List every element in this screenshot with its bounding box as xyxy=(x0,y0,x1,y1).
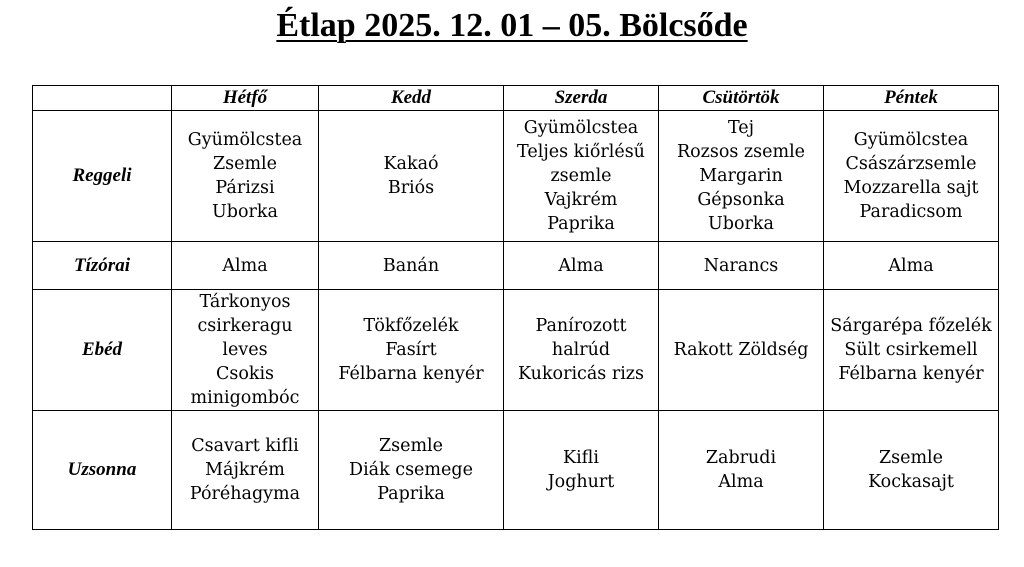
menu-cell-monday xyxy=(172,111,319,242)
menu-cell-friday xyxy=(824,290,999,411)
day-header-friday: Péntek xyxy=(824,86,999,111)
menu-item: Margarin xyxy=(699,166,783,186)
menu-item: Kifli xyxy=(563,448,599,468)
menu-cell-thursday xyxy=(659,242,824,290)
menu-item: Paprika xyxy=(547,214,615,234)
menu-item: Uborka xyxy=(212,202,278,222)
menu-item: Mozzarella sajt xyxy=(843,178,979,198)
menu-item: Sárgarépa főzelék xyxy=(830,316,992,336)
menu-cell-thursday xyxy=(659,111,824,242)
menu-item: csirkeragu xyxy=(197,316,293,336)
menu-item: Teljes kiőrlésű xyxy=(517,142,645,162)
menu-item: Zsemle xyxy=(378,436,444,456)
meal-row xyxy=(33,242,999,290)
menu-item: Vajkrém xyxy=(544,190,618,210)
menu-item: Félbarna kenyér xyxy=(838,364,984,384)
menu-item: Zsemle xyxy=(212,154,278,174)
menu-cell-wednesday xyxy=(504,411,659,530)
menu-item: Félbarna kenyér xyxy=(338,364,484,384)
meal-row xyxy=(33,290,999,411)
day-header-wednesday: Szerda xyxy=(504,86,659,111)
menu-cell-monday xyxy=(172,411,319,530)
menu-cell-tuesday xyxy=(319,290,504,411)
menu-cell-wednesday xyxy=(504,111,659,242)
menu-item: minigombóc xyxy=(190,388,300,408)
menu-item: Gyümölcstea xyxy=(523,118,639,138)
menu-item: Gyümölcstea xyxy=(853,130,969,150)
menu-item: Zabrudi xyxy=(705,448,777,468)
menu-item: Joghurt xyxy=(547,472,615,492)
menu-cell-tuesday xyxy=(319,411,504,530)
menu-item: Kakaó xyxy=(383,154,439,174)
menu-cell-tuesday xyxy=(319,242,504,290)
menu-item: Briós xyxy=(387,178,435,198)
menu-item: Kockasajt xyxy=(868,472,954,492)
menu-item: Tökfőzelék xyxy=(363,316,459,336)
day-header-monday: Hétfő xyxy=(172,86,319,111)
menu-cell-wednesday xyxy=(504,242,659,290)
menu-item: Rakott Zöldség xyxy=(673,340,809,360)
menu-item: Párizsi xyxy=(215,178,275,198)
menu-item: Paradicsom xyxy=(859,202,963,222)
menu-cell-thursday xyxy=(659,411,824,530)
menu-item: Panírozott xyxy=(535,316,627,336)
header-row xyxy=(33,86,999,111)
menu-item: Gyümölcstea xyxy=(187,130,303,150)
menu-item: Alma xyxy=(718,472,764,492)
menu-cell-thursday xyxy=(659,290,824,411)
menu-item: leves xyxy=(222,340,268,360)
day-header-thursday: Csütörtök xyxy=(659,86,824,111)
page-title xyxy=(0,6,1024,46)
menu-item: Diák csemege xyxy=(349,460,473,480)
menu-item: Alma xyxy=(222,255,268,276)
menu-item: Császárzsemle xyxy=(845,154,977,174)
menu-item: Paprika xyxy=(377,484,445,504)
menu-item: Alma xyxy=(888,255,934,276)
menu-item: halrúd xyxy=(551,340,611,360)
menu-cell-wednesday xyxy=(504,290,659,411)
menu-item: Narancs xyxy=(703,255,779,276)
menu-item: Póréhagyma xyxy=(189,484,301,504)
menu-item: Gépsonka xyxy=(697,190,785,210)
meal-label: Tízórai xyxy=(33,242,172,290)
menu-item: zsemle xyxy=(550,166,612,186)
meal-label: Ebéd xyxy=(33,290,172,411)
menu-item: Tej xyxy=(727,118,755,138)
menu-item: Csokis xyxy=(215,364,275,384)
menu-cell-tuesday xyxy=(319,111,504,242)
menu-item: Banán xyxy=(382,255,440,276)
menu-cell-friday xyxy=(824,242,999,290)
menu-item: Alma xyxy=(558,255,604,276)
menu-cell-friday xyxy=(824,411,999,530)
menu-item: Kukoricás rizs xyxy=(517,364,644,384)
meal-row xyxy=(33,411,999,530)
menu-table xyxy=(32,85,999,530)
meal-label: Uzsonna xyxy=(33,411,172,530)
menu-item: Fasírt xyxy=(385,340,437,360)
day-header-tuesday: Kedd xyxy=(319,86,504,111)
menu-item: Zsemle xyxy=(878,448,944,468)
menu-item: Uborka xyxy=(708,214,774,234)
menu-item: Tárkonyos xyxy=(199,292,291,312)
menu-item: Májkrém xyxy=(205,460,285,480)
corner-cell xyxy=(33,86,172,111)
menu-item: Csavart kifli xyxy=(191,436,299,456)
menu-cell-monday xyxy=(172,290,319,411)
menu-item: Sült csirkemell xyxy=(844,340,978,360)
menu-cell-friday xyxy=(824,111,999,242)
meal-row xyxy=(33,111,999,242)
menu-cell-monday xyxy=(172,242,319,290)
page-title-text: Étlap 2025. 12. 01 – 05. Bölcsőde xyxy=(276,7,748,44)
meal-label: Reggeli xyxy=(33,111,172,242)
menu-body xyxy=(33,111,999,530)
menu-item: Rozsos zsemle xyxy=(676,142,806,162)
